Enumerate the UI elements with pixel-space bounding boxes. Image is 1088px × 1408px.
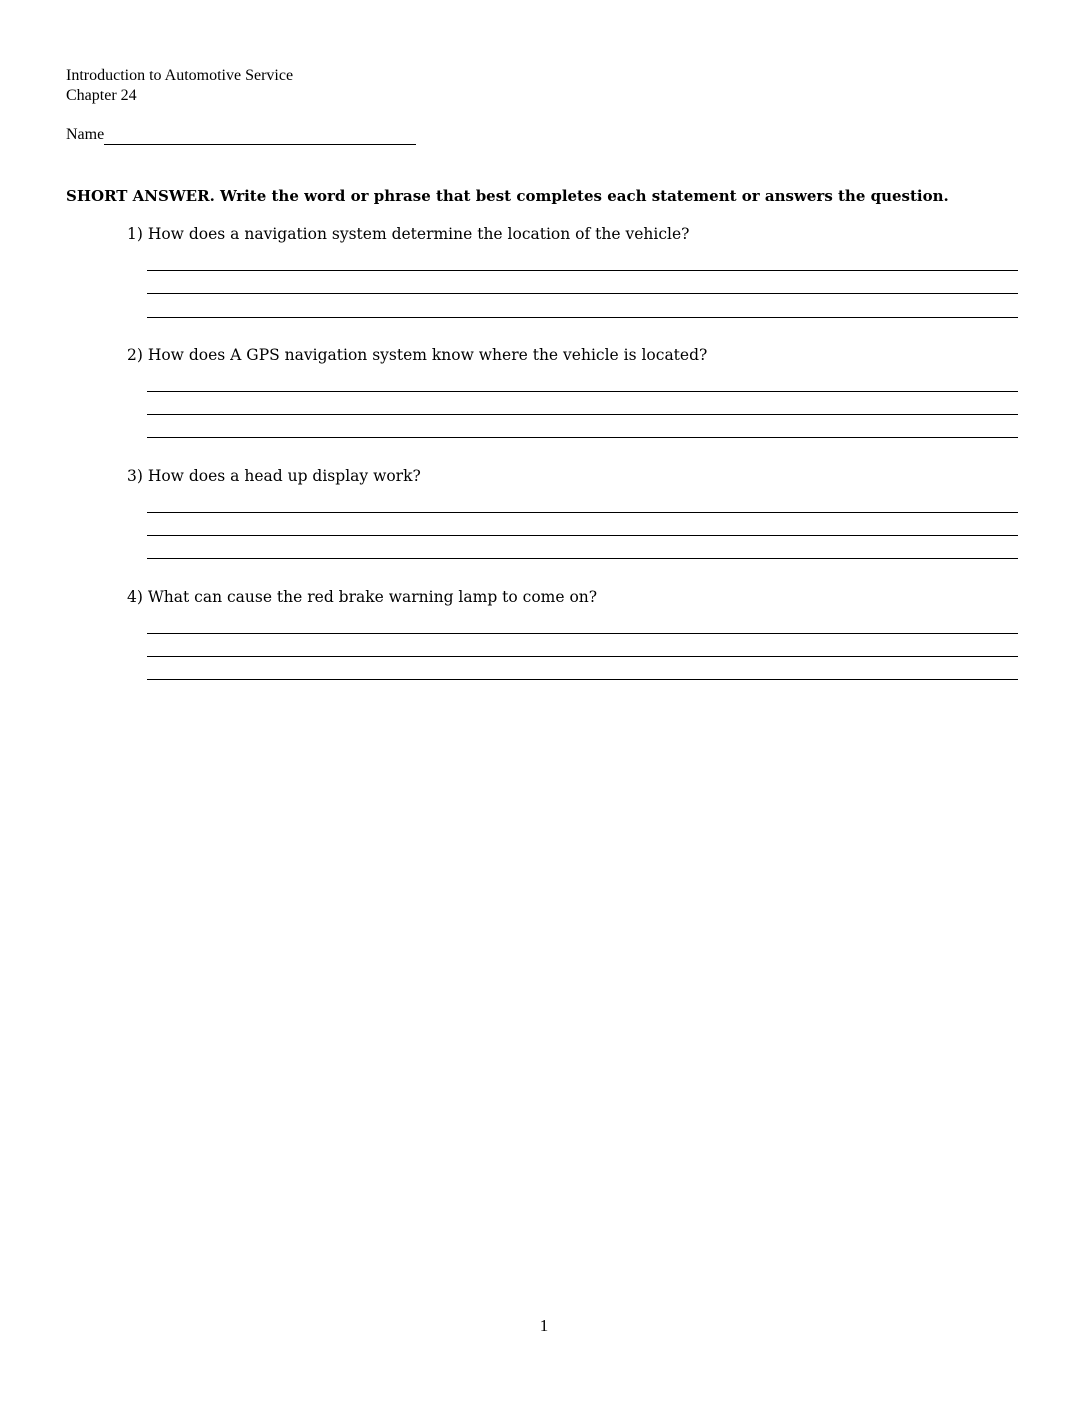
answer-line[interactable] (147, 535, 1018, 536)
answer-line[interactable] (147, 414, 1018, 415)
name-label: Name (66, 126, 105, 143)
answer-line[interactable] (147, 293, 1018, 294)
section-instructions: SHORT ANSWER. Write the word or phrase that best completes each statement or answers the question. (66, 187, 949, 205)
answer-line[interactable] (147, 437, 1018, 438)
question-text: 2) How does A GPS navigation system know where the vehicle is located? (127, 346, 708, 364)
answer-line[interactable] (147, 270, 1018, 271)
page-number: 1 (539, 1316, 549, 1335)
name-blank-field[interactable] (104, 126, 416, 145)
course-title: Introduction to Automotive Service (66, 67, 294, 84)
chapter-label: Chapter 24 (66, 87, 137, 104)
question-1 (127, 224, 1017, 244)
question-3 (127, 466, 1017, 486)
question-text: 3) How does a head up display work? (127, 467, 421, 485)
question-4 (127, 587, 1017, 607)
question-text: 1) How does a navigation system determine the location of the vehicle? (127, 225, 690, 243)
answer-line[interactable] (147, 558, 1018, 559)
answer-line[interactable] (147, 317, 1018, 318)
question-text: 4) What can cause the red brake warning lamp to come on? (127, 588, 598, 606)
answer-line[interactable] (147, 679, 1018, 680)
question-2 (127, 345, 1017, 365)
answer-line[interactable] (147, 391, 1018, 392)
answer-line[interactable] (147, 633, 1018, 634)
answer-line[interactable] (147, 656, 1018, 657)
name-row (66, 125, 416, 145)
answer-line[interactable] (147, 512, 1018, 513)
